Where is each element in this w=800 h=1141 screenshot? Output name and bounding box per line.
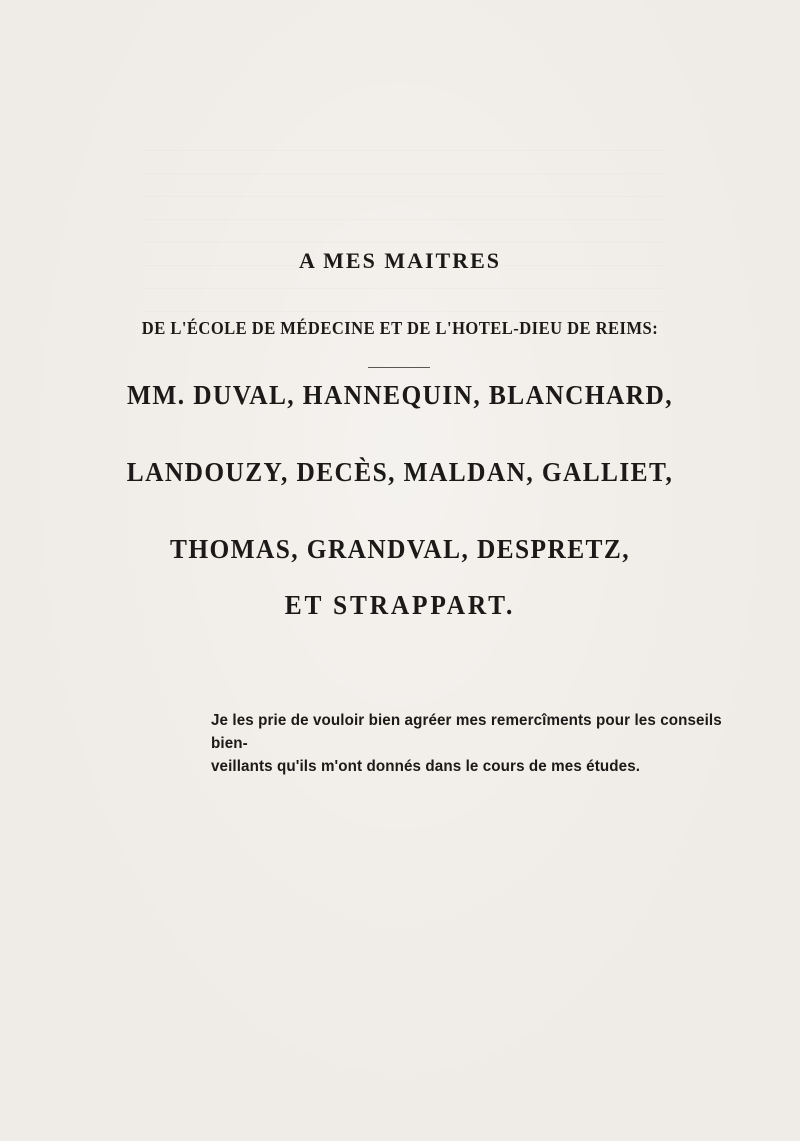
dedication-message-line-2: veillants qu'ils m'ont donnés dans le cours de mes études. [211, 758, 641, 775]
names-line-1: MM. DUVAL, HANNEQUIN, BLANCHARD, [127, 380, 673, 410]
names-line-4: ET STRAPPART. [284, 590, 516, 620]
names-line-3: THOMAS, GRANDVAL, DESPRETZ, [170, 534, 630, 564]
dedication-message [211, 709, 740, 778]
dedication-message-line-1: Je les prie de vouloir bien agréer mes remercîments pour les conseils bien- [211, 712, 722, 752]
dedication-subtitle: DE L'ÉCOLE DE MÉDECINE ET DE L'HOTEL-DIEU DE REIMS: [141, 318, 659, 338]
dedication-title: A MES MAITRES [298, 248, 502, 273]
bleed-through-lines [145, 128, 665, 312]
names-line-2: LANDOUZY, DECÈS, MALDAN, GALLIET, [126, 457, 674, 487]
divider-rule [368, 367, 430, 368]
